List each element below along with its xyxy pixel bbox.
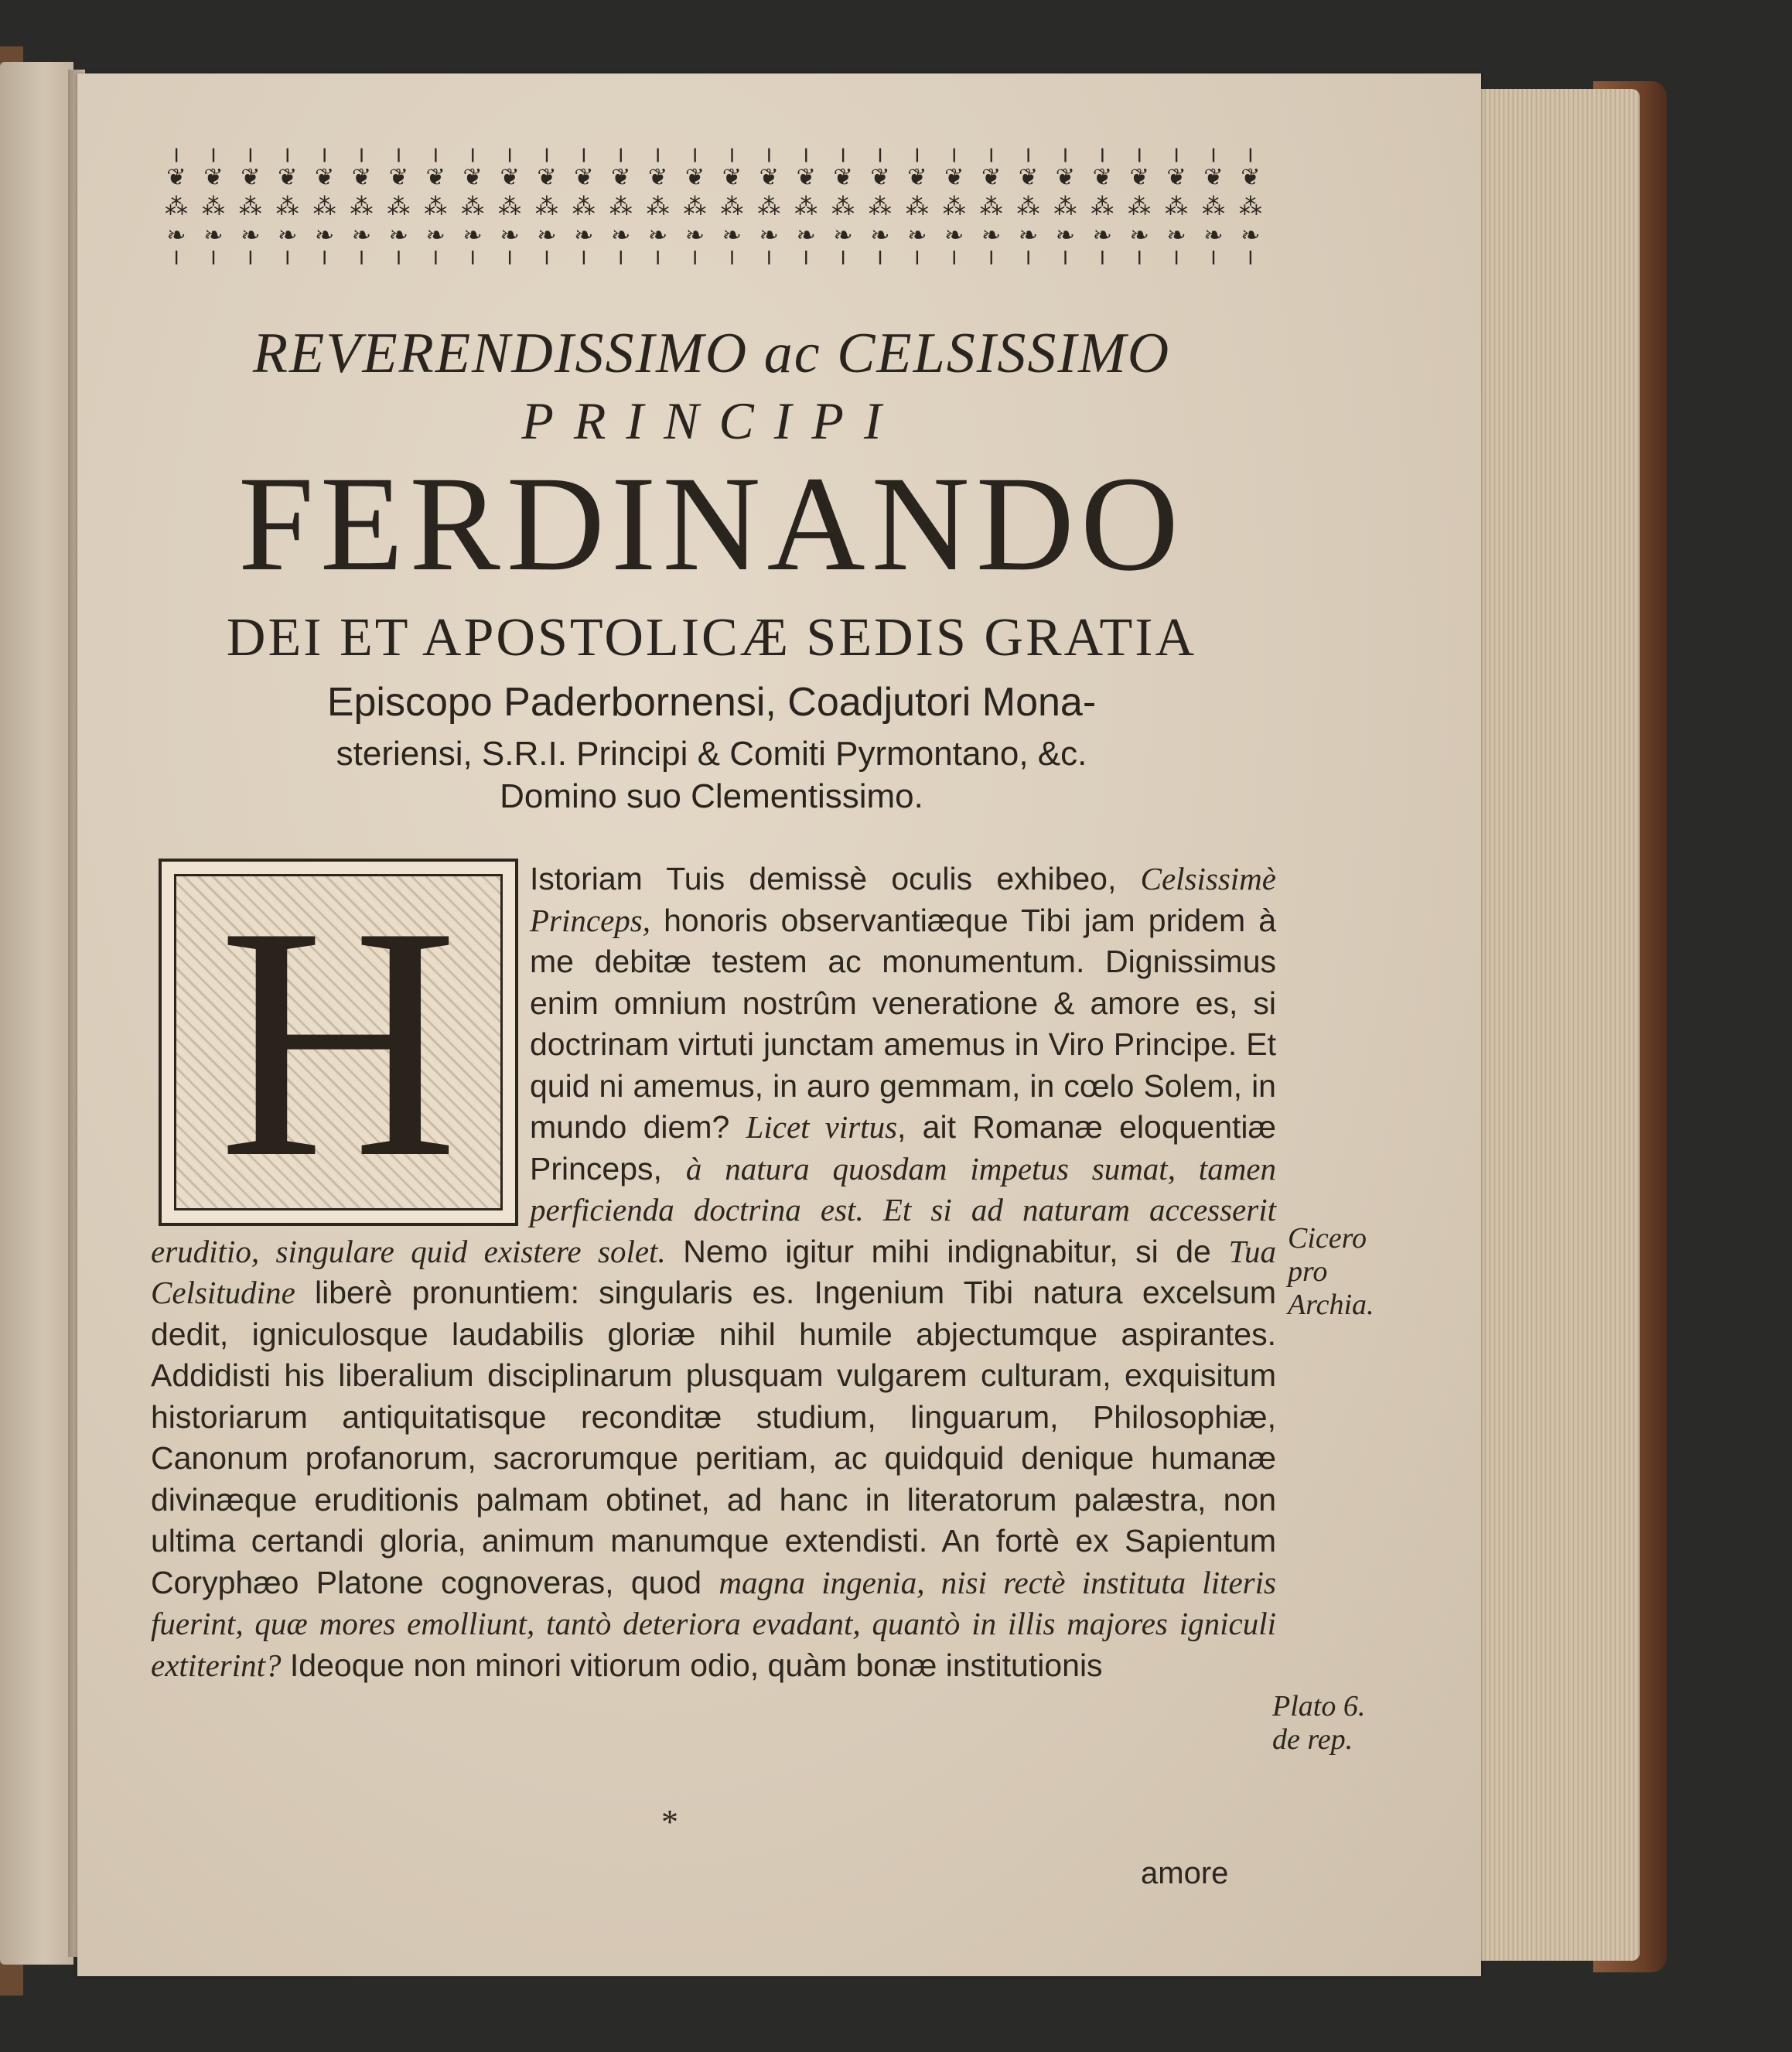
body-italic: Tua Celsitudine bbox=[151, 1233, 1276, 1310]
dedication-line-2: PRINCIPI bbox=[521, 391, 902, 450]
fleuron-ornament-icon: ╷ ❦ ⁂ ❧ ╵ bbox=[942, 135, 966, 278]
fleuron-ornament-icon: ╷ ❦ ⁂ ❧ ╵ bbox=[534, 135, 558, 278]
fleuron-ornament-icon: ╷ ❦ ⁂ ❧ ╵ bbox=[424, 135, 448, 278]
fleuron-ornament-icon: ╷ ❦ ⁂ ❧ ╵ bbox=[1053, 135, 1077, 278]
ornament-headband bbox=[159, 131, 1268, 282]
body-segment: , ait Romanæ eloquentiæ Princeps, bbox=[530, 1109, 1276, 1186]
body-italic: Licet virtus bbox=[746, 1109, 898, 1145]
body-italic: Celsissimè Princeps, bbox=[530, 861, 1276, 938]
catchword: amore bbox=[1141, 1856, 1229, 1890]
fleuron-ornament-icon: ╷ ❦ ⁂ ❧ ╵ bbox=[794, 135, 818, 278]
fleuron-ornament-icon: ╷ ❦ ⁂ ❧ ╵ bbox=[1165, 135, 1189, 278]
fleuron-ornament-icon: ╷ ❦ ⁂ ❧ ╵ bbox=[165, 135, 188, 278]
left-page-edge bbox=[0, 62, 73, 1965]
signature-mark: * bbox=[661, 1803, 678, 1841]
fleuron-ornament-icon: ╷ ❦ ⁂ ❧ ╵ bbox=[1091, 135, 1114, 278]
fleuron-ornament-icon: ╷ ❦ ⁂ ❧ ╵ bbox=[238, 135, 262, 278]
body-segment: liberè pronuntiem: singularis es. Ingenium Tibi natura excelsum dedit, igniculosque laudabilis gloriæ nihil humile abjectumque aspirantes. Addidisti his liberalium disciplinarum plusquam vulgarem culturam, exquisitum historiarum antiquitatisque reconditæ studium, linguarum, Philosophiæ, Canonum profanorum, sacrorumque peritiam, ac quidquid denique humanæ divinæque eruditionis palmam obtinet, ad hanc in literatorum palæstra, non ultima certandi gloria, animum manumque extendisti. An fortè ex Sapientum Coryphæo Platone cognoveras, quod bbox=[151, 1275, 1276, 1600]
body-segment: honoris observantiæque Tibi jam pridem à me debitæ testem ac monumentum. Dignissimus enim omnium nostrûm veneratione & amore es, si doctrinam virtuti junctam amemus in Viro Principe. Et quid ni amemus, in auro gemmam, in cœlo Solem, in mundo diem? bbox=[530, 902, 1276, 1145]
body-italic: à natura quosdam impetus sumat, tamen perficienda doctrina est. Et si ad naturam accesserit eruditio, singulare quid existere solet. bbox=[151, 1150, 1276, 1269]
dedication-line-5: Episcopo Paderbornensi, Coadjutori Mona- bbox=[326, 680, 1097, 725]
fleuron-ornament-icon: ╷ ❦ ⁂ ❧ ╵ bbox=[720, 135, 744, 278]
initial-letter: H bbox=[218, 858, 459, 1227]
dedication-name: FERDINANDO bbox=[238, 449, 1185, 599]
body-segment: Ideoque non minori vitiorum odio, quàm bonæ institutionis bbox=[281, 1647, 1103, 1683]
fleuron-ornament-icon: ╷ ❦ ⁂ ❧ ╵ bbox=[609, 135, 633, 278]
fleuron-ornament-icon: ╷ ❦ ⁂ ❧ ╵ bbox=[461, 135, 485, 278]
fleuron-ornament-icon: ╷ ❦ ⁂ ❧ ╵ bbox=[646, 135, 670, 278]
dedication-line-4: DEI ET APOSTOLICÆ SEDIS GRATIA bbox=[226, 608, 1197, 667]
fleuron-ornament-icon: ╷ ❦ ⁂ ❧ ╵ bbox=[275, 135, 299, 278]
body-italic: magna ingenia, nisi rectè instituta literis fuerint, quæ mores emolliunt, tantò deteriora evadant, quantò in illis majores igniculi extiterint? bbox=[151, 1564, 1276, 1683]
dedication-line-1: REVERENDISSIMO ac CELSISSIMO bbox=[252, 322, 1171, 385]
page-edges bbox=[1481, 89, 1640, 1961]
fleuron-ornament-icon: ╷ ❦ ⁂ ❧ ╵ bbox=[683, 135, 707, 278]
fleuron-ornament-icon: ╷ ❦ ⁂ ❧ ╵ bbox=[498, 135, 522, 278]
fleuron-ornament-icon: ╷ ❦ ⁂ ❧ ╵ bbox=[1016, 135, 1040, 278]
body-segment: Istoriam Tuis demissè oculis exhibeo, bbox=[530, 861, 1141, 896]
fleuron-ornament-icon: ╷ ❦ ⁂ ❧ ╵ bbox=[1201, 135, 1225, 278]
fleuron-ornament-icon: ╷ ❦ ⁂ ❧ ╵ bbox=[905, 135, 929, 278]
fleuron-ornament-icon: ╷ ❦ ⁂ ❧ ╵ bbox=[979, 135, 1003, 278]
body-segment: Nemo igitur mihi indignabitur, si de bbox=[665, 1233, 1229, 1269]
fleuron-ornament-icon: ╷ ❦ ⁂ ❧ ╵ bbox=[1238, 135, 1262, 278]
fleuron-ornament-icon: ╷ ❦ ⁂ ❧ ╵ bbox=[1128, 135, 1152, 278]
dedication-line-7: Domino suo Clementissimo. bbox=[500, 777, 923, 815]
decorated-initial bbox=[159, 859, 518, 1226]
margin-note-cicero: Cicero pro Archia. bbox=[1288, 1222, 1374, 1321]
initial-frame bbox=[174, 858, 503, 1227]
fleuron-ornament-icon: ╷ ❦ ⁂ ❧ ╵ bbox=[387, 135, 411, 278]
fleuron-ornament-icon: ╷ ❦ ⁂ ❧ ╵ bbox=[350, 135, 374, 278]
fleuron-ornament-icon: ╷ ❦ ⁂ ❧ ╵ bbox=[868, 135, 892, 278]
dedication-line-6: steriensi, S.R.I. Principi & Comiti Pyrmontano, &c. bbox=[336, 735, 1087, 773]
margin-note-plato: Plato 6. de rep. bbox=[1272, 1690, 1366, 1756]
fleuron-ornament-icon: ╷ ❦ ⁂ ❧ ╵ bbox=[572, 135, 596, 278]
fleuron-ornament-icon: ╷ ❦ ⁂ ❧ ╵ bbox=[201, 135, 225, 278]
fleuron-ornament-icon: ╷ ❦ ⁂ ❧ ╵ bbox=[312, 135, 336, 278]
fleuron-ornament-icon: ╷ ❦ ⁂ ❧ ╵ bbox=[831, 135, 855, 278]
fleuron-ornament-icon: ╷ ❦ ⁂ ❧ ╵ bbox=[757, 135, 781, 278]
